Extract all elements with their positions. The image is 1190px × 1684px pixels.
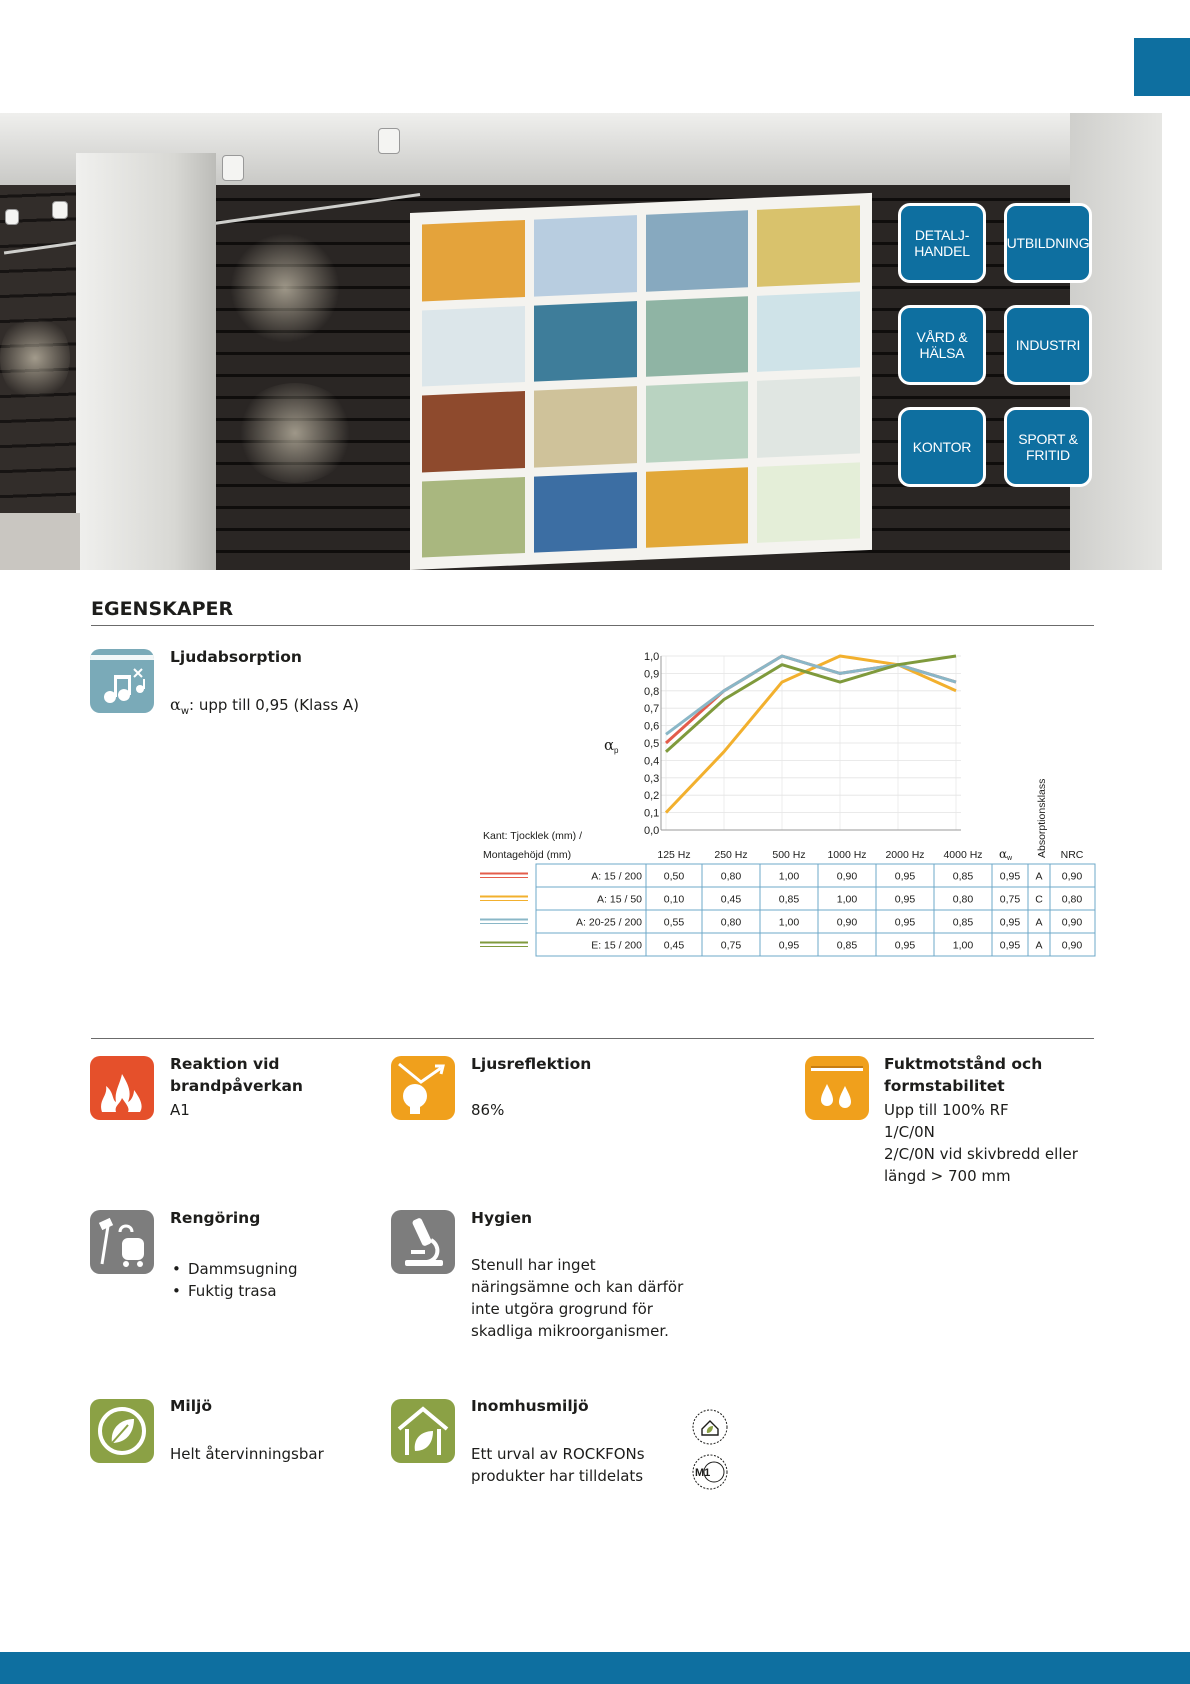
table-cell: 0,10: [663, 893, 685, 906]
chart-y-tick-label: 0,4: [644, 755, 660, 768]
ljudabsorption-title: Ljudabsorption: [170, 648, 302, 666]
table-row-label: E: 15 / 200: [591, 939, 642, 952]
table-cell-class: C: [1035, 893, 1043, 906]
nav-button-detaljhandel[interactable]: DETALJ- HANDEL: [898, 203, 986, 283]
nav-button-kontor[interactable]: KONTOR: [898, 407, 986, 487]
chart-y-axis-label-sub: p: [614, 746, 619, 755]
m1-label-logo: [690, 1452, 730, 1492]
table-cell-aw: 0,95: [999, 939, 1021, 952]
chart-x-tick-label: 250 Hz: [714, 849, 748, 861]
table-cell: 0,50: [663, 870, 685, 883]
ljusreflektion-value: 86%: [471, 1101, 505, 1119]
list-item: • Dammsugning: [170, 1258, 298, 1280]
table-cell: 1,00: [836, 893, 858, 906]
table-cell: 0,80: [720, 870, 742, 883]
table-header-class: Absorptionsklass: [1036, 778, 1048, 858]
table-cell-aw: 0,95: [999, 870, 1021, 883]
chart-y-tick-label: 0,0: [644, 825, 660, 837]
alpha-subscript: w: [180, 706, 189, 717]
chart-y-tick-label: 0,9: [644, 668, 660, 681]
humidity-icon: [805, 1056, 869, 1120]
cleaning-icon: [90, 1210, 154, 1274]
nav-button-vard-halsa[interactable]: VÅRD & HÄLSA: [898, 305, 986, 385]
table-cell: 1,00: [778, 916, 800, 929]
ljudabsorption-value: [170, 694, 359, 723]
table-cell: 0,90: [836, 870, 858, 883]
chart-y-tick-label: 0,7: [644, 703, 660, 716]
ljusreflektion-title: Ljusreflektion: [471, 1055, 592, 1073]
chart-y-tick-label: 0,8: [644, 685, 660, 698]
rengoring-list: [170, 1258, 298, 1302]
alpha-symbol: α: [170, 695, 181, 714]
table-cell-nrc: 0,90: [1061, 939, 1083, 952]
chart-series-line: [666, 656, 956, 813]
table-header-label: Kant: Tjocklek (mm) /: [483, 830, 582, 842]
properties-divider: [91, 1038, 1094, 1039]
table-cell: 0,95: [894, 870, 916, 883]
table-cell: 0,45: [720, 893, 742, 906]
chart-x-tick-label: 2000 Hz: [885, 849, 925, 861]
absorption-chart-svg: [480, 650, 1100, 970]
table-cell-class: A: [1035, 939, 1043, 952]
nav-button-sport-fritid[interactable]: SPORT & FRITID: [1004, 407, 1092, 487]
table-header-alpha: α: [999, 847, 1008, 861]
bottom-bar: [0, 1652, 1190, 1684]
table-cell: 0,95: [894, 916, 916, 929]
section-title: EGENSKAPER: [91, 598, 234, 620]
light-reflection-icon: [391, 1056, 455, 1120]
table-cell-aw: 0,95: [999, 916, 1021, 929]
table-cell: 1,00: [778, 870, 800, 883]
inomhus-title: Inomhusmiljö: [471, 1397, 589, 1415]
hygien-title: Hygien: [471, 1209, 533, 1227]
ljudabsorption-text: : upp till 0,95 (Klass A): [189, 696, 360, 714]
chart-x-tick-label: 4000 Hz: [943, 849, 983, 861]
table-cell-aw: 0,75: [999, 893, 1021, 906]
absorption-chart: [480, 650, 1100, 970]
nav-button-industri[interactable]: INDUSTRI: [1004, 305, 1092, 385]
table-cell-class: A: [1035, 916, 1043, 929]
m1-text: M1: [695, 1467, 711, 1479]
poster-banner: [410, 193, 872, 570]
fukt-value: Upp till 100% RF 1/C/0N 2/C/0N vid skivbredd eller längd > 700 mm: [884, 1101, 1078, 1185]
table-row-label: A: 20-25 / 200: [576, 916, 642, 929]
nav-button-utbildning[interactable]: UTBILDNING: [1004, 203, 1092, 283]
table-cell: 0,85: [952, 916, 974, 929]
chart-x-tick-label: 500 Hz: [772, 849, 806, 861]
table-cell: 0,45: [663, 939, 685, 952]
table-cell-nrc: 0,90: [1061, 916, 1083, 929]
table-cell: 0,55: [663, 916, 685, 929]
inomhus-text: Ett urval av ROCKFONs produkter har tilldelats: [471, 1445, 645, 1485]
chart-y-axis-label: α: [604, 736, 615, 754]
table-cell: 0,80: [952, 893, 974, 906]
chart-y-tick-label: 0,6: [644, 720, 660, 733]
corner-tab: [1134, 38, 1190, 96]
chart-y-tick-label: 0,1: [644, 807, 660, 820]
reaktion-value: A1: [170, 1101, 190, 1119]
hygien-text: Stenull har inget näringsämne och kan därför inte utgöra grogrund för skadliga mikroorganismer.: [471, 1256, 684, 1340]
chart-y-tick-label: 1,0: [644, 651, 660, 663]
table-header-alpha-sub: w: [1007, 855, 1013, 862]
table-cell: 1,00: [952, 939, 974, 952]
sound-absorption-icon: [90, 649, 154, 713]
chart-y-tick-label: 0,3: [644, 772, 660, 785]
table-cell-nrc: 0,80: [1061, 893, 1083, 906]
table-cell: 0,85: [778, 893, 800, 906]
house-leaf-icon: [391, 1399, 455, 1463]
table-header-nrc: NRC: [1060, 849, 1084, 861]
miljo-title: Miljö: [170, 1397, 213, 1415]
fukt-title: Fuktmotstånd och formstabilitet: [884, 1055, 1043, 1095]
list-item: • Fuktig trasa: [170, 1280, 298, 1302]
table-row-label: A: 15 / 50: [597, 893, 642, 906]
table-cell: 0,85: [836, 939, 858, 952]
table-cell: 0,80: [720, 916, 742, 929]
chart-x-tick-label: 125 Hz: [657, 849, 691, 861]
fire-icon: [90, 1056, 154, 1120]
table-header-label: Montagehöjd (mm): [483, 849, 572, 861]
hero-photo: [0, 113, 1162, 570]
section-divider: [91, 625, 1094, 626]
microscope-icon: [391, 1210, 455, 1274]
recycle-leaf-icon: [90, 1399, 154, 1463]
table-cell: 0,95: [894, 939, 916, 952]
table-cell: 0,95: [894, 893, 916, 906]
rengoring-title: Rengöring: [170, 1209, 261, 1227]
table-cell: 0,85: [952, 870, 974, 883]
table-cell: 0,90: [836, 916, 858, 929]
table-row-label: A: 15 / 200: [591, 870, 642, 883]
table-cell: 0,95: [778, 939, 800, 952]
miljo-text: Helt återvinningsbar: [170, 1445, 324, 1463]
chart-x-tick-label: 1000 Hz: [827, 849, 867, 861]
chart-y-tick-label: 0,2: [644, 790, 660, 803]
table-cell-nrc: 0,90: [1061, 870, 1083, 883]
indoor-climate-label-logo: [690, 1407, 730, 1447]
chart-y-tick-label: 0,5: [644, 738, 660, 750]
table-cell: 0,75: [720, 939, 742, 952]
table-cell-class: A: [1035, 870, 1043, 883]
reaktion-title: Reaktion vid brandpåverkan: [170, 1055, 303, 1095]
